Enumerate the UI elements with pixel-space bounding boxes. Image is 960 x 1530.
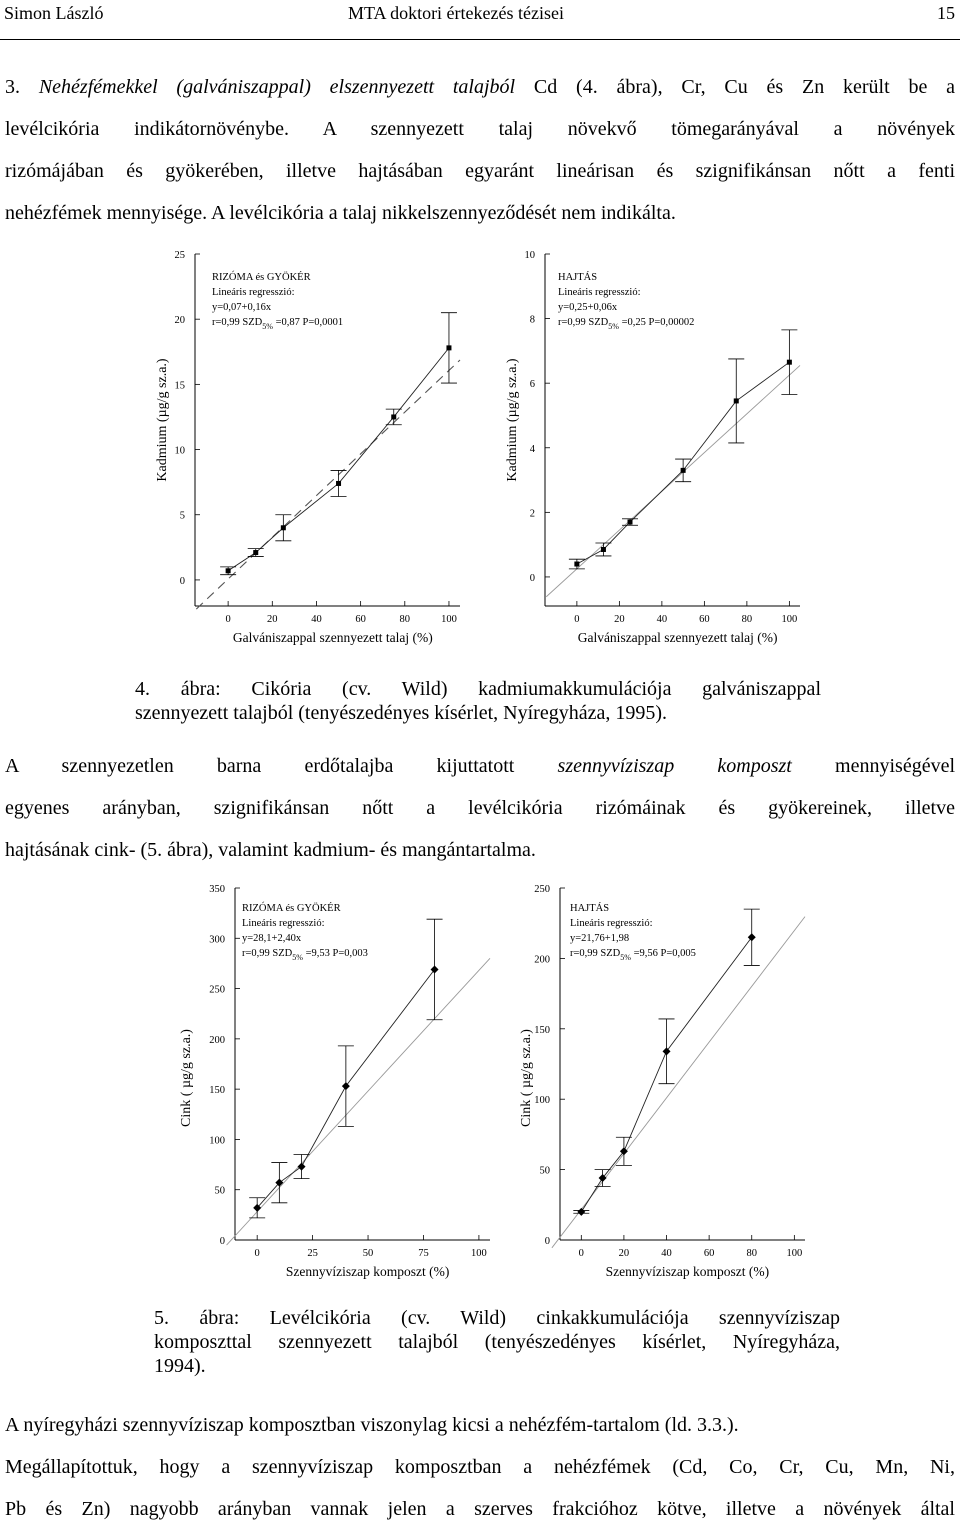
x-tick-label: 25 <box>307 1248 318 1259</box>
figure-4-caption-line-1: 4. ábra: Cikória (cv. Wild) kadmiumakkumulációja galvániszappal <box>135 678 821 700</box>
paragraph-2-line-2: egyenes arányban, szignifikánsan nőtt a levélcikória rizómáinak és gyökereinek, illetve <box>5 797 955 819</box>
y-tick-label: 8 <box>529 314 535 326</box>
annotation-text: r=0,99 SZD <box>242 948 293 959</box>
paragraph-1-line-3: rizómájában és gyökerében, illetve hajtásában egyaránt lineárisan és szignifikánsan nőtt a fenti <box>5 160 955 182</box>
chart-title: RIZÓMA és GYÖKÉR <box>212 272 311 283</box>
page-header <box>0 0 960 40</box>
x-tick-label: 60 <box>699 614 710 625</box>
x-tick-label: 40 <box>656 614 668 625</box>
data-point <box>574 562 579 567</box>
regression-line <box>227 958 490 1245</box>
paragraph-1-line-4: nehézfémek mennyisége. A levélcikória a talaj nikkelszennyeződését nem indikálta. <box>5 202 676 224</box>
x-tick-label: 40 <box>311 614 322 625</box>
data-point <box>663 1047 671 1055</box>
chart-annotation: y=28,1+2,40x <box>242 933 302 944</box>
data-point <box>628 520 633 525</box>
chart-annotation <box>242 948 368 962</box>
annotation-text: =0,25 P=0,00002 <box>618 317 695 328</box>
y-tick-label: 6 <box>529 379 535 391</box>
y-axis-label: Cink ( µg/g sz.a.) <box>519 1029 534 1127</box>
figure-5-caption-line-2: komposzttal szennyezett talajból (tenyészedényes kísérlet, Nyíregyháza, <box>154 1331 840 1353</box>
y-tick-label: 350 <box>209 884 225 895</box>
data-point <box>787 360 792 365</box>
x-tick-label: 20 <box>267 614 278 625</box>
x-axis-label: Szennyvíziszap komposzt (%) <box>285 1264 450 1279</box>
header-divider <box>0 39 960 40</box>
chart-cd-shoot <box>490 240 860 650</box>
chart-title: RIZÓMA és GYÖKÉR <box>242 903 341 914</box>
x-tick-label: 0 <box>574 614 580 625</box>
y-tick-label: 0 <box>544 1236 550 1247</box>
y-tick-label: 100 <box>209 1135 225 1147</box>
paragraph-1-line-2: levélcikória indikátornövénybe. A szennyezett talaj növekvő tömegarányával a növények <box>5 118 955 140</box>
y-tick-label: 5 <box>179 510 185 522</box>
figure-4-caption-line-2: szennyezett talajból (tenyészedényes kísérlet, Nyíregyháza, 1995). <box>135 702 668 724</box>
figure-5-caption <box>154 1306 840 1378</box>
annotation-text: =9,56 P=0,005 <box>630 948 696 959</box>
data-point <box>336 481 341 486</box>
y-tick-label: 15 <box>174 380 185 392</box>
chart-annotation: Lineáris regresszió: <box>212 287 295 298</box>
data-point <box>601 547 606 552</box>
figure-4-caption <box>135 677 821 725</box>
y-tick-label: 10 <box>174 445 185 457</box>
paragraph-2 <box>5 745 955 871</box>
x-axis-label: Galvániszappal szennyezett talaj (%) <box>577 630 778 645</box>
chart-annotation: y=0,07+0,16x <box>212 302 272 313</box>
x-tick-label: 60 <box>703 1248 715 1259</box>
x-tick-label: 20 <box>618 1248 630 1259</box>
data-point <box>431 965 439 973</box>
x-tick-label: 60 <box>355 614 366 625</box>
x-tick-label: 0 <box>254 1248 260 1259</box>
annotation-text: r=0,99 SZD <box>558 317 609 328</box>
y-tick-label: 100 <box>534 1095 550 1107</box>
data-point <box>577 1208 585 1216</box>
y-tick-label: 50 <box>539 1165 550 1177</box>
figure-5-caption-line-1: 5. ábra: Levélcikória (cv. Wild) cinkakkumulációja szennyvíziszap <box>154 1307 840 1329</box>
chart-annotation <box>558 317 694 331</box>
paragraph-3-line-2: Megállapítottuk, hogy a szennyvíziszap komposztban a nehézfémek (Cd, Co, Cr, Cu, Mn, Ni, <box>5 1456 955 1478</box>
y-tick-label: 300 <box>209 934 225 946</box>
data-point <box>298 1163 306 1171</box>
y-tick-label: 0 <box>529 572 535 584</box>
data-point <box>281 525 286 530</box>
chart-annotation <box>570 948 696 962</box>
x-tick-label: 40 <box>661 1248 672 1259</box>
chart-annotation: y=0,25+0,06x <box>558 302 618 313</box>
y-axis-label: Kadmium (µg/g sz.a.) <box>155 358 170 482</box>
y-axis-label: Cink ( µg/g sz.a.) <box>179 1029 194 1127</box>
annotation-text: r=0,99 SZD <box>570 948 621 959</box>
chart-annotation <box>212 317 343 331</box>
regression-line <box>546 365 800 596</box>
y-axis-label: Kadmium (µg/g sz.a.) <box>505 358 520 482</box>
header-page-number: 15 <box>937 3 955 23</box>
y-tick-label: 10 <box>524 250 535 261</box>
data-point <box>446 345 451 350</box>
data-point <box>748 933 756 941</box>
x-tick-label: 100 <box>781 614 798 625</box>
y-tick-label: 150 <box>209 1085 225 1097</box>
y-tick-label: 250 <box>534 884 550 895</box>
chart-annotation: Lineáris regresszió: <box>570 918 653 929</box>
header-title: MTA doktori értekezés tézisei <box>348 3 564 23</box>
data-point <box>226 568 231 573</box>
chart-zn-shoot <box>500 878 870 1288</box>
chart-annotation: y=21,76+1,98 <box>570 933 630 944</box>
data-point <box>681 468 686 473</box>
annotation-text: =0,87 P=0,0001 <box>272 317 344 328</box>
paragraph-2-line-3: hajtásának cink- (5. ábra), valamint kadmium- és mangántartalma. <box>5 839 536 861</box>
chart-annotation: Lineáris regresszió: <box>242 918 325 929</box>
chart-title: HAJTÁS <box>558 272 598 283</box>
y-tick-label: 2 <box>529 508 535 520</box>
paragraph-3-line-3: Pb és Zn) nagyobb arányban vannak jelen a szerves frakcióhoz kötve, illetve a növények által <box>5 1498 955 1520</box>
y-tick-label: 250 <box>209 984 225 996</box>
data-point <box>734 398 739 403</box>
chart-annotation: Lineáris regresszió: <box>558 287 641 298</box>
annotation-text: =9,53 P=0,003 <box>302 948 368 959</box>
x-tick-label: 0 <box>225 614 231 625</box>
annotation-text: r=0,99 SZD <box>212 317 263 328</box>
annotation-subscript: 5% <box>292 953 303 962</box>
paragraph-1-line-1: 3. Nehézfémekkel (galvániszappal) elszennyezett talajból Cd (4. ábra), Cr, Cu és Zn került be a <box>5 76 956 98</box>
x-axis-label: Szennyvíziszap komposzt (%) <box>605 1264 770 1279</box>
y-tick-label: 4 <box>529 443 535 455</box>
x-tick-label: 50 <box>362 1248 374 1259</box>
paragraph-2-line-1: A szennyezetlen barna erdőtalajba kijuttatott szennyvíziszap komposzt mennyiségével <box>5 755 956 777</box>
chart-cd-rhizome-root <box>140 240 540 650</box>
data-point <box>342 1082 350 1090</box>
paragraph-3-line-1: A nyíregyházi szennyvíziszap komposztban viszonylag kicsi a nehézfém-tartalom (ld. 3.3.). <box>5 1414 739 1436</box>
y-tick-label: 0 <box>219 1236 225 1247</box>
annotation-subscript: 5% <box>620 953 631 962</box>
x-axis-label: Galvániszappal szennyezett talaj (%) <box>232 630 433 645</box>
data-point <box>253 550 258 555</box>
y-tick-label: 0 <box>179 575 185 587</box>
y-tick-label: 50 <box>214 1185 225 1197</box>
figure-5-caption-line-3: 1994). <box>154 1355 206 1377</box>
x-tick-label: 0 <box>578 1248 584 1259</box>
chart-title: HAJTÁS <box>570 903 610 914</box>
header-author: Simon László <box>4 3 104 23</box>
y-tick-label: 200 <box>534 954 550 966</box>
x-tick-label: 100 <box>471 1248 487 1259</box>
data-point <box>391 414 396 419</box>
x-tick-label: 100 <box>786 1248 803 1259</box>
paragraph-1 <box>5 66 955 234</box>
annotation-subscript: 5% <box>608 322 619 331</box>
x-tick-label: 100 <box>441 614 457 625</box>
x-tick-label: 80 <box>746 1248 757 1259</box>
x-tick-label: 75 <box>418 1248 429 1259</box>
x-tick-label: 80 <box>741 614 753 625</box>
y-tick-label: 200 <box>209 1034 225 1046</box>
y-tick-label: 150 <box>534 1024 550 1036</box>
annotation-subscript: 5% <box>262 322 273 331</box>
data-series-line <box>228 348 449 571</box>
paragraph-3 <box>5 1404 955 1530</box>
y-tick-label: 25 <box>174 250 185 261</box>
y-tick-label: 20 <box>174 315 185 327</box>
x-tick-label: 20 <box>614 614 625 625</box>
x-tick-label: 80 <box>399 614 411 625</box>
regression-line <box>196 360 460 609</box>
